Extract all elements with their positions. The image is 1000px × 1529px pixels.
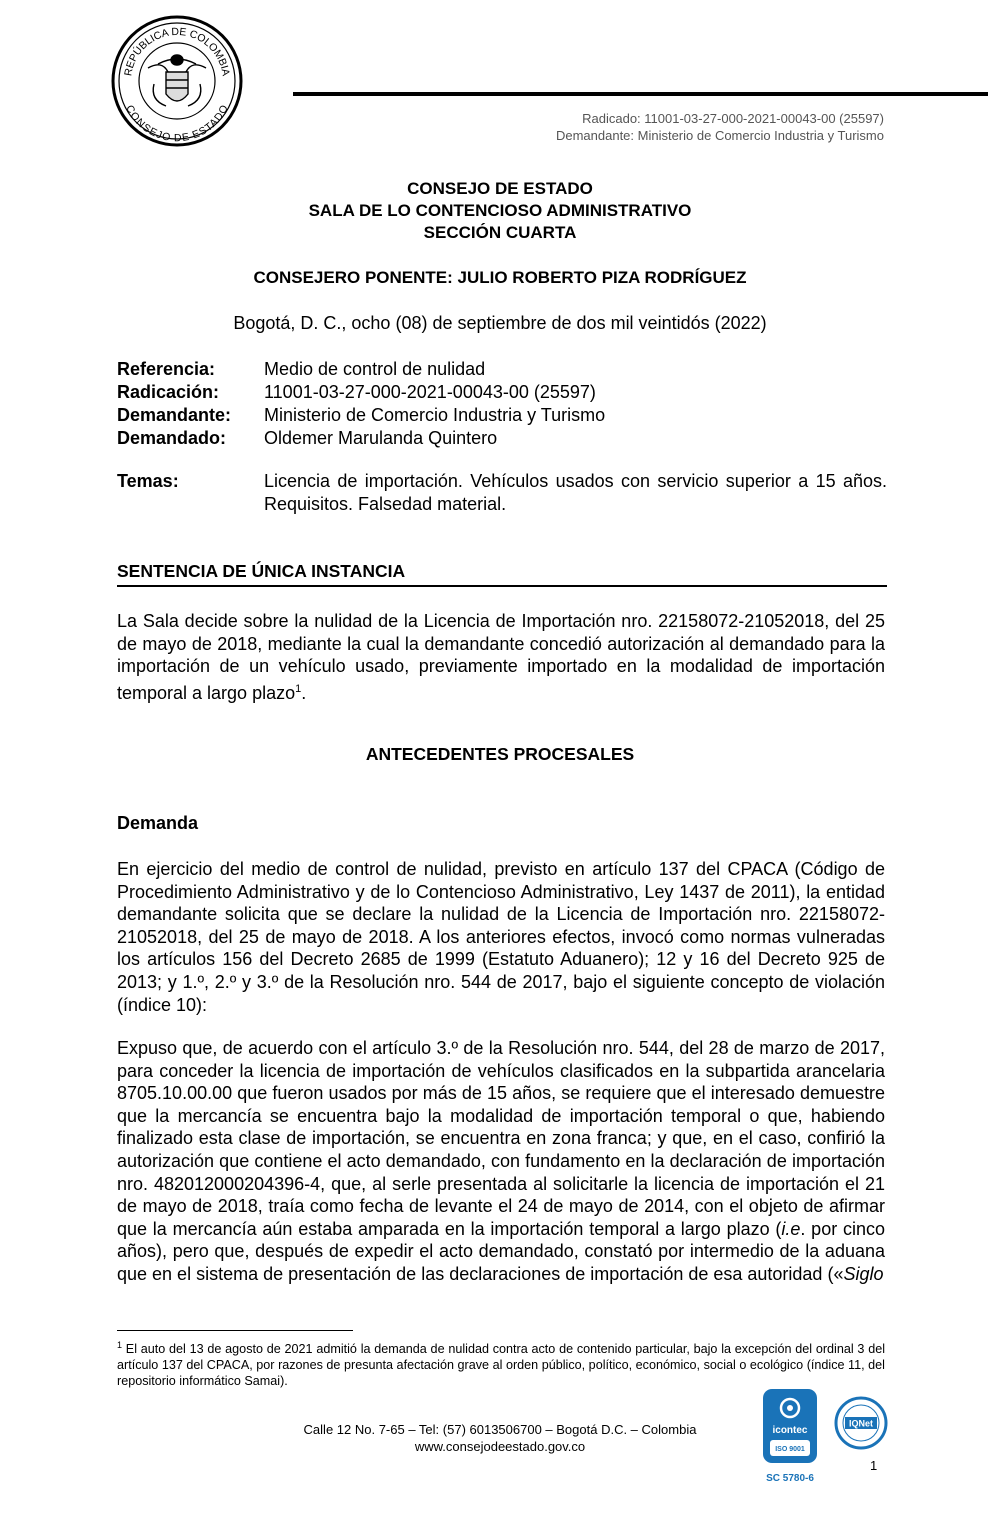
court-title: [0, 178, 1000, 244]
header-meta: [556, 110, 884, 144]
reference-label: Referencia:: [117, 359, 216, 379]
demanda-heading: Demanda: [117, 813, 199, 833]
temas-row: [117, 470, 887, 516]
reference-label: Radicación:: [117, 382, 220, 402]
page-number: 1: [870, 1458, 878, 1473]
footnote: [117, 1337, 885, 1389]
consejero-ponente: CONSEJERO PONENTE: JULIO ROBERTO PIZA RODRÍGUEZ: [253, 268, 747, 287]
intro-paragraph: [117, 610, 885, 704]
reference-block: [117, 358, 887, 450]
reference-row: [117, 404, 887, 427]
iso-label: ISO 9001: [775, 1446, 805, 1453]
document-date: Bogotá, D. C., ocho (08) de septiembre de dos mil veintidós (2022): [233, 313, 767, 333]
intro-text: La Sala decide sobre la nulidad de la Licencia de Importación nro. 22158072-21052018, del 25 de mayo de 2018, mediante la cual la demandante concedió autorización al demandado para la importación de un vehículo usado, previamente importado en la modalidad de importación temporal a largo plazo: [117, 611, 885, 703]
title-line-2: SALA DE LO CONTENCIOSO ADMINISTRATIVO: [308, 201, 692, 220]
reference-label: Demandado:: [117, 428, 227, 448]
intro-end: .: [301, 682, 307, 703]
reference-label: Demandante:: [117, 405, 232, 425]
header-rule: [293, 92, 988, 96]
expuso-italic-end: Siglo: [843, 1263, 884, 1284]
temas-label: Temas:: [117, 471, 179, 491]
sc-label: SC 5780-6: [766, 1473, 814, 1484]
reference-value: Ministerio de Comercio Industria y Turismo: [264, 405, 606, 425]
iqnet-certification-logo: [834, 1396, 888, 1450]
sentencia-heading: SENTENCIA DE ÚNICA INSTANCIA: [117, 561, 887, 587]
footnote-reference: 1: [295, 682, 302, 695]
title-line-1: CONSEJO DE ESTADO: [407, 179, 593, 198]
reference-value: Oldemer Marulanda Quintero: [264, 428, 498, 448]
header-radicado: Radicado: 11001-03-27-000-2021-00043-00 (25597): [582, 111, 884, 126]
title-line-3: SECCIÓN CUARTA: [423, 223, 577, 242]
consejo-de-estado-seal: [110, 14, 244, 148]
expuso-italic: i.e: [781, 1218, 801, 1239]
icontec-certification-logo: [762, 1388, 818, 1488]
expuso-paragraph: [117, 1037, 885, 1286]
iqnet-label: IQNet: [848, 1418, 874, 1429]
expuso-part-2: . por cinco años), pero que, después de expedir el acto demandado, constató por intermedio de la aduana que en el sistema de presentación de las declaraciones de importación de esa autoridad («: [117, 1218, 885, 1284]
temas-value: Licencia de importación. Vehículos usados con servicio superior a 15 años. Requisitos. Falsedad material.: [264, 471, 887, 514]
footnote-separator: [117, 1330, 353, 1331]
reference-row: [117, 381, 887, 404]
footer-address: Calle 12 No. 7-65 – Tel: (57) 6013506700 – Bogotá D.C. – Colombia: [303, 1422, 697, 1437]
footnote-text: El auto del 13 de agosto de 2021 admitió la demanda de nulidad contra acto de contenido particular, bajo la excepción del ordinal 3 del artículo 137 del CPACA, por razones de presunta afectación grave al orden público, político, económico, social o ecológico (índice 11, del repositorio informático Samai).: [117, 1342, 885, 1389]
seal-ring-bottom: CONSEJO DE ESTADO: [123, 103, 231, 145]
seal-ring-top: REPÚBLICA DE COLOMBIA: [122, 25, 232, 77]
footer-website: www.consejodeestado.gov.co: [414, 1439, 586, 1454]
reference-row: [117, 427, 887, 450]
antecedentes-heading: ANTECEDENTES PROCESALES: [365, 744, 635, 764]
reference-row: [117, 358, 887, 381]
demanda-paragraph: En ejercicio del medio de control de nulidad, previsto en artículo 137 del CPACA (Código de Procedimiento Administrativo y de lo Contencioso Administrativo, Ley 1437 de 2011), la entidad demandante solicita que se declare la nulidad de la Licencia de Importación nro. 22158072-21052018, del 25 de mayo de 2018. A los anteriores efectos, invocó como normas vulneradas los artículos 156 del Decreto 2685 de 1999 (Estatuto Aduanero); 12 y 16 del Decreto 925 de 2013; y 1.º, 2.º y 3.º de la Resolución nro. 544 de 2017, bajo el siguiente concepto de violación (índice 10):: [117, 859, 885, 1015]
header-demandante: Demandante: Ministerio de Comercio Industria y Turismo: [555, 128, 884, 143]
icontec-label: icontec: [772, 1425, 808, 1436]
reference-value: Medio de control de nulidad: [264, 359, 486, 379]
page-footer: [250, 1421, 750, 1455]
footnote-number: 1: [117, 1340, 123, 1350]
expuso-part-1: Expuso que, de acuerdo con el artículo 3.º de la Resolución nro. 544, del 28 de marzo de 2017, para conceder la licencia de importación de vehículos clasificados en la subpartida arancelaria 8705.10.00.00 que fueron usados por más de 15 años, se requiere que el interesado demuestre que la mercancía se encuentra bajo la modalidad de importación temporal o que, habiendo finalizado esta clase de importación, se encuentra en zona franca; y que, en el caso, confirió la autorización que contiene el acto demandado, con fundamento en la declaración de importación nro. 482012000204396-4, que, al serle presentada al solicitarle la licencia de importación el 21 de mayo de 2018, traía como fecha de levante el 24 de mayo de 2014, con el objeto de afirmar que la mercancía aún estaba amparada en la importación temporal a largo plazo (: [117, 1038, 885, 1239]
reference-value: 11001-03-27-000-2021-00043-00 (25597): [264, 382, 596, 402]
